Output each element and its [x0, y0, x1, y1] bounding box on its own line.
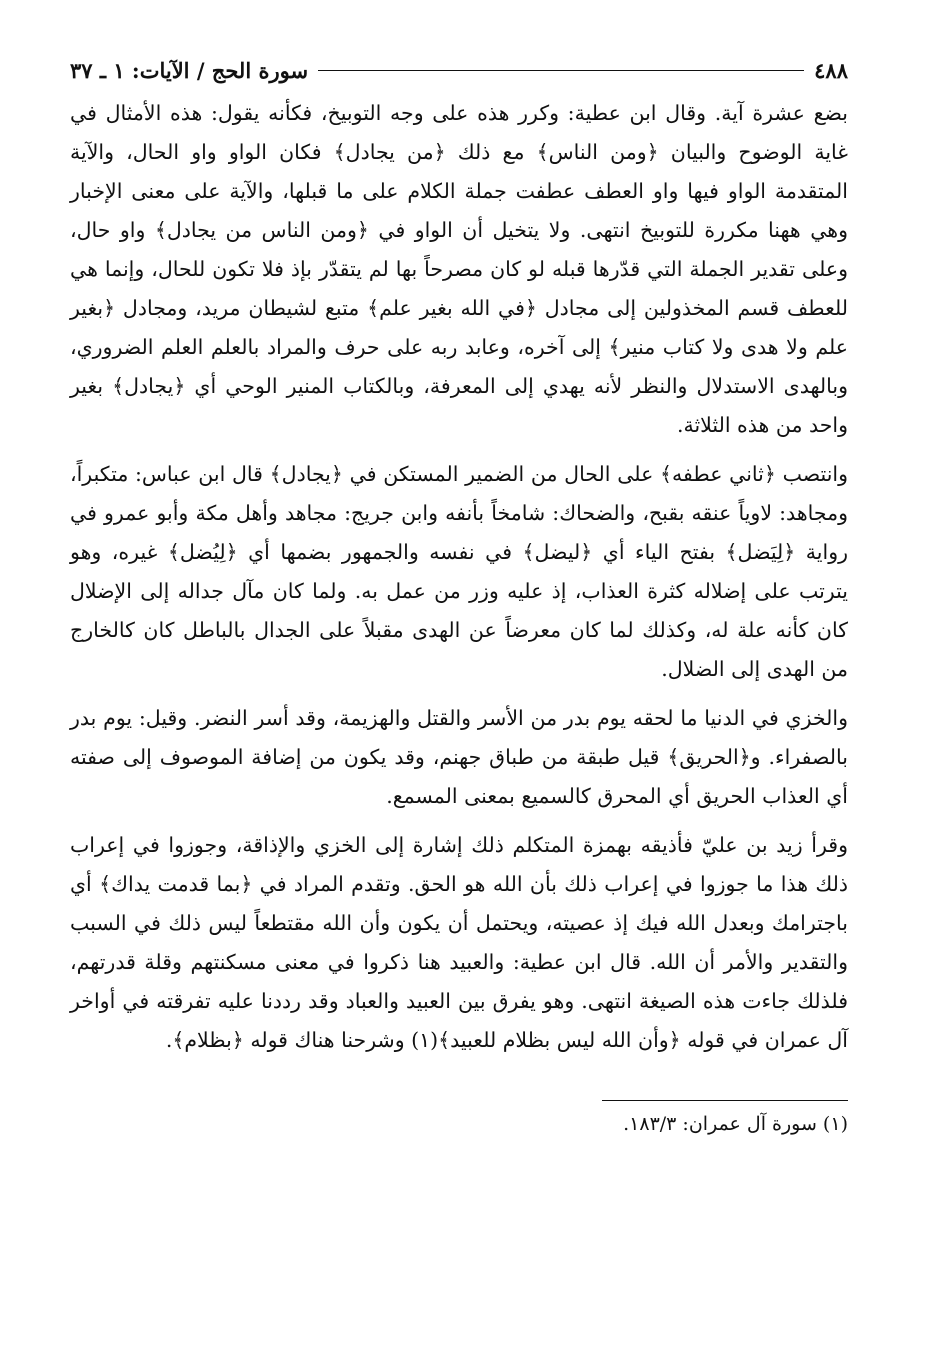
page-number: ٤٨٨	[814, 57, 848, 83]
paragraph-4: وقرأ زيد بن عليّ فأذيقه بهمزة المتكلم ذلك إشارة إلى الخزي والإذاقة، وجوزوا في إعراب ذلك هذا ما جوزوا في إعراب ذلك بأن الله هو الحق. وتقدم المراد في ﴿بما قدمت يداك﴾ أي باجترامك وبعدل الله فيك إذ عصيته، ويحتمل أن يكون وأن الله مقتطعاً ليس ذلك في السبب والتقدير والأمر أن الله. قال ابن عطية: والعبيد هنا ذكروا في معنى مسكنتهم وقلة قدرتهم، فلذلك جاءت هذه الصيغة انتهى. وهو يفرق بين العبيد والعباد وقد رددنا عليه تفرقته في أواخر آل عمران في قوله ﴿وأن الله ليس بظلام للعبيد﴾(١) وشرحنا هناك قوله ﴿بظلام﴾.	[70, 833, 848, 1052]
footnote: (١) سورة آل عمران: ١٨٣/٣.	[623, 1113, 848, 1135]
paragraph-2: وانتصب ﴿ثاني عطفه﴾ على الحال من الضمير المستكن في ﴿يجادل﴾ قال ابن عباس: متكبراً، ومجاهد: لاوياً عنقه بقبح، والضحاك: شامخاً بأنفه وابن جريج: مجاهد وأهل مكة وأبو عمرو في رواية ﴿لِيَضل﴾ بفتح الياء أي ﴿ليضل﴾ في نفسه والجمهور بضمها أي ﴿لِيُضل﴾ غيره، وهو يترتب على إضلاله كثرة العذاب، إذ عليه وزر من عمل به. ولما كان مآل جداله إلى الإضلال كان كأنه علة له، وكذلك لما كان معرضاً عن الهدى مقبلاً على الجدال بالباطل كان كالخارج من الهدى إلى الضلال.	[70, 462, 848, 681]
header-rule	[318, 70, 804, 71]
page-body	[70, 94, 848, 1060]
page-header	[70, 52, 848, 88]
paragraph-1: بضع عشرة آية. وقال ابن عطية: وكرر هذه على وجه التوبيخ، فكأنه يقول: هذه الأمثال في غاية الوضوح والبيان ﴿ومن الناس﴾ مع ذلك ﴿من يجادل﴾ فكان الواو واو الحال، والآية المتقدمة الواو فيها واو العطف عطفت جملة الكلام على ما قبلها، والآية على معنى الإخبار وهي ههنا مكررة للتوبيخ انتهى. ولا يتخيل أن الواو في ﴿ومن الناس من يجادل﴾ واو حال، وعلى تقدير الجملة التي قدّرها قبله لو كان مصرحاً بها لم يتقدّر بإذ فلا تكون للحال، وإنما هي للعطف قسم المخذولين إلى مجادل ﴿في الله بغير علم﴾ متبع لشيطان مريد، ومجادل ﴿بغير علم ولا هدى ولا كتاب منير﴾ إلى آخره، وعابد ربه على حرف والمراد بالعلم العلم الضروري، وبالهدى الاستدلال والنظر لأنه يهدي إلى المعرفة، وبالكتاب المنير الوحي أي ﴿يجادل﴾ بغير واحد من هذه الثلاثة.	[70, 101, 848, 437]
footnote-rule	[602, 1100, 848, 1101]
section-title: سورة الحج / الآيات: ١ ـ ٣٧	[70, 57, 309, 83]
paragraph-3: والخزي في الدنيا ما لحقه يوم بدر من الأسر والقتل والهزيمة، وقد أسر النضر. وقيل: يوم بدر بالصفراء. و﴿الحريق﴾ قيل طبقة من طباق جهنم، وقد يكون من إضافة الموصوف إلى صفته أي العذاب الحريق أي المحرق كالسميع بمعنى المسمع.	[70, 706, 848, 808]
